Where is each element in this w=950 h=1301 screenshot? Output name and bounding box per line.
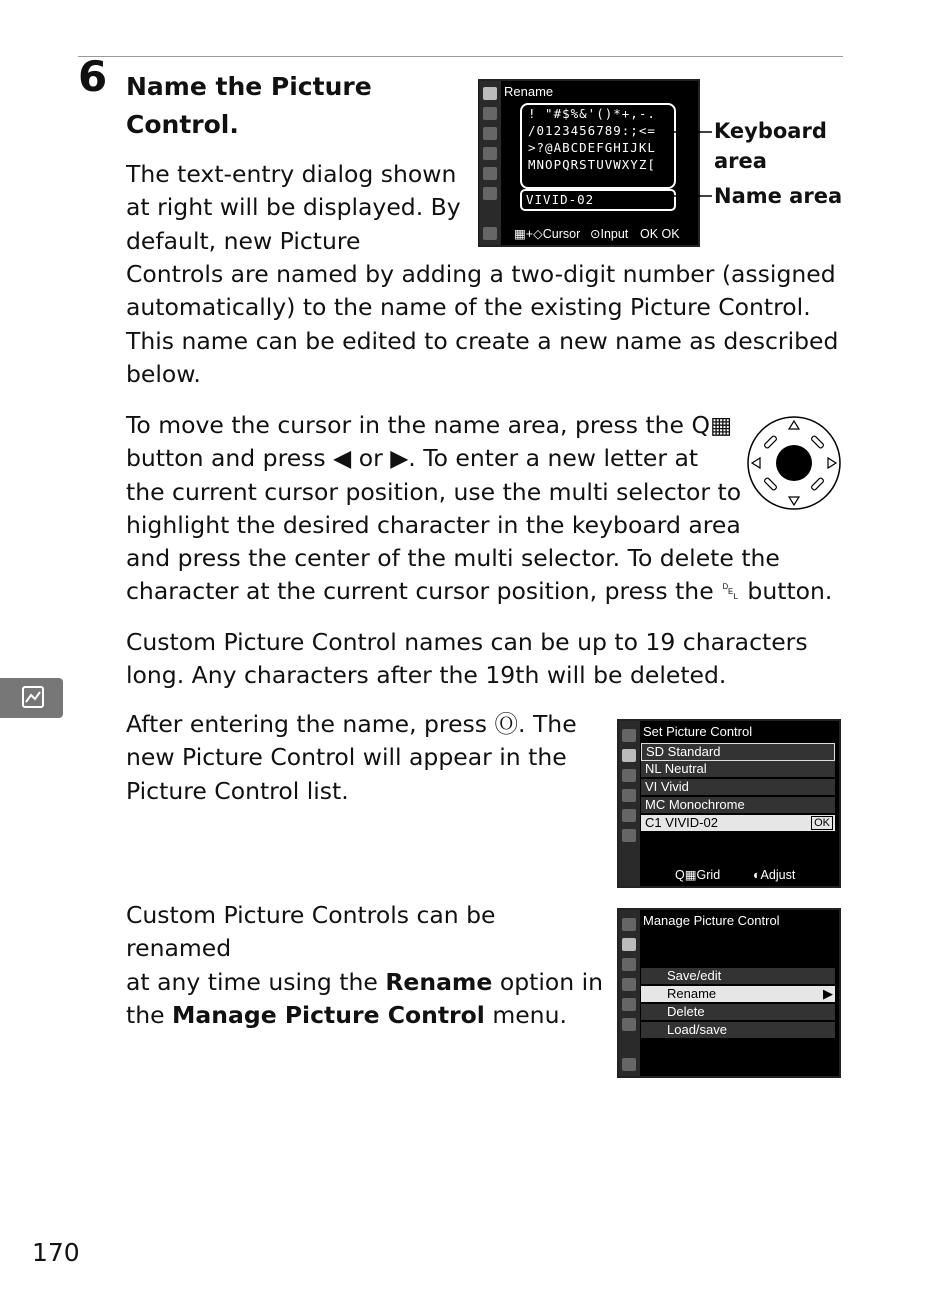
keyboard-row: ! "#$%&'()*+,-. bbox=[528, 106, 656, 121]
selected-row-label: C1 VIVID-02 bbox=[645, 815, 718, 830]
p2-text: To move the cursor in the name area, press the bbox=[126, 411, 692, 439]
text-line bbox=[126, 442, 846, 475]
left-arrow-icon: ◀ bbox=[333, 444, 352, 473]
picture-control-row[interactable]: NL Neutral bbox=[641, 761, 835, 777]
menu-tab-strip bbox=[619, 910, 640, 1076]
text-line: below. bbox=[126, 359, 201, 388]
ok-badge: OK bbox=[811, 816, 833, 830]
text-line: automatically) to the name of the existing Picture Control. bbox=[126, 293, 811, 322]
footer-input: ⊙Input bbox=[590, 227, 629, 241]
text-line: highlight the desired character in the keyboard area bbox=[126, 510, 741, 539]
p5-text: at any time using the bbox=[126, 967, 386, 996]
picture-control-row[interactable]: SD Standard bbox=[641, 743, 835, 761]
name-area bbox=[520, 189, 676, 211]
page-number: 170 bbox=[32, 1238, 80, 1267]
menu-tab-strip bbox=[619, 721, 640, 886]
set-picture-control-screen bbox=[617, 719, 841, 888]
text-line: The text-entry dialog shown bbox=[126, 160, 457, 188]
picture-control-row[interactable]: MC Monochrome bbox=[641, 797, 835, 813]
p5-text: menu. bbox=[484, 1000, 567, 1029]
text-line: and press the center of the multi selector. To delete the bbox=[126, 544, 780, 573]
step-number: 6 bbox=[78, 52, 108, 101]
menu-item-save-edit[interactable]: Save/edit bbox=[641, 968, 835, 984]
footer-ok: OK OK bbox=[640, 227, 680, 241]
text-line: Custom Picture Control names can be up to 19 characters bbox=[126, 628, 808, 656]
set-screen-title: Set Picture Control bbox=[643, 724, 753, 739]
paragraph-1-short bbox=[126, 158, 466, 258]
text-line: Picture Control list. bbox=[126, 776, 349, 805]
callout-keyboard bbox=[714, 116, 827, 176]
manage-menu-label: Manage Picture Control bbox=[172, 1000, 485, 1029]
callout-keyboard-line2: area bbox=[714, 149, 767, 173]
manage-screen-title: Manage Picture Control bbox=[643, 913, 780, 928]
step-title bbox=[126, 68, 456, 144]
keyboard-row: /0123456789:;<= bbox=[528, 123, 656, 138]
right-arrow-icon: ▶ bbox=[390, 444, 409, 473]
trash-icon: ␡ bbox=[721, 577, 740, 606]
paragraph-1-long bbox=[126, 258, 846, 391]
paragraph-2 bbox=[126, 409, 846, 609]
rename-screen bbox=[478, 79, 700, 247]
text-line: Controls are named by adding a two-digit number (assigned bbox=[126, 260, 836, 288]
text-line bbox=[126, 575, 846, 608]
keyboard-area bbox=[520, 103, 676, 189]
picture-control-icon bbox=[22, 686, 44, 708]
text-line: new Picture Control will appear in the bbox=[126, 743, 567, 772]
rename-option-label: Rename bbox=[385, 967, 493, 996]
menu-item-load-save[interactable]: Load/save bbox=[641, 1022, 835, 1038]
p5-text: the bbox=[126, 1000, 173, 1029]
rename-item-label: Rename bbox=[667, 986, 717, 1001]
p2-text: character at the current cursor position, press the bbox=[126, 577, 722, 606]
text-line: default, new Picture bbox=[126, 226, 361, 255]
picture-control-row-selected[interactable] bbox=[641, 815, 835, 831]
zoom-out-icon: Q▦ bbox=[691, 411, 733, 439]
text-line bbox=[126, 708, 606, 741]
text-line: long. Any characters after the 19th will be deleted. bbox=[126, 661, 727, 690]
p4-text: . The bbox=[518, 710, 577, 738]
section-tab bbox=[0, 678, 63, 718]
keyboard-row: MNOPQRSTUVWXYZ[ bbox=[528, 157, 656, 172]
p2-text: . To enter a new letter at bbox=[408, 444, 699, 473]
text-line: This name can be edited to create a new name as described bbox=[126, 326, 839, 355]
keyboard-row: >?@ABCDEFGHIJKL bbox=[528, 140, 656, 155]
p2-text: button. bbox=[739, 577, 833, 606]
text-line: the current cursor position, use the multi selector to bbox=[126, 477, 742, 506]
step-title-line1: Name the Picture bbox=[126, 72, 372, 101]
paragraph-5 bbox=[126, 899, 606, 1032]
submenu-arrow-icon: ▶ bbox=[823, 986, 833, 1001]
text-line bbox=[126, 966, 606, 999]
name-value: VIVID-02 bbox=[526, 192, 595, 207]
text-line bbox=[126, 409, 846, 442]
footer-adjust: ◐Adjust bbox=[753, 868, 796, 882]
footer-grid: Q▦Grid bbox=[675, 868, 721, 882]
menu-item-rename[interactable] bbox=[641, 986, 835, 1002]
ok-button-icon: Ⓞ bbox=[494, 710, 518, 738]
step-title-line2: Control. bbox=[126, 110, 239, 139]
menu-tab-strip bbox=[480, 81, 501, 245]
p4-text: After entering the name, press bbox=[126, 710, 495, 738]
callout-keyboard-line1: Keyboard bbox=[714, 119, 827, 143]
callout-leaders bbox=[674, 120, 714, 210]
picture-control-row[interactable]: VI Vivid bbox=[641, 779, 835, 795]
rename-screen-title: Rename bbox=[504, 84, 554, 99]
manage-picture-control-screen bbox=[617, 908, 841, 1078]
paragraph-3 bbox=[126, 626, 846, 693]
top-rule bbox=[78, 56, 843, 57]
menu-item-delete[interactable]: Delete bbox=[641, 1004, 835, 1020]
p2-text: or bbox=[351, 444, 391, 473]
multi-selector-icon bbox=[746, 415, 842, 511]
text-line bbox=[126, 999, 606, 1032]
text-line: Custom Picture Controls can be renamed bbox=[126, 901, 496, 963]
text-line: at right will be displayed. By bbox=[126, 193, 461, 222]
p2-text: button and press bbox=[126, 444, 334, 473]
footer-cursor: ▦+◇Cursor bbox=[514, 227, 581, 241]
p5-text: option in bbox=[492, 967, 604, 996]
paragraph-4 bbox=[126, 708, 606, 808]
callout-name-area: Name area bbox=[714, 184, 843, 208]
